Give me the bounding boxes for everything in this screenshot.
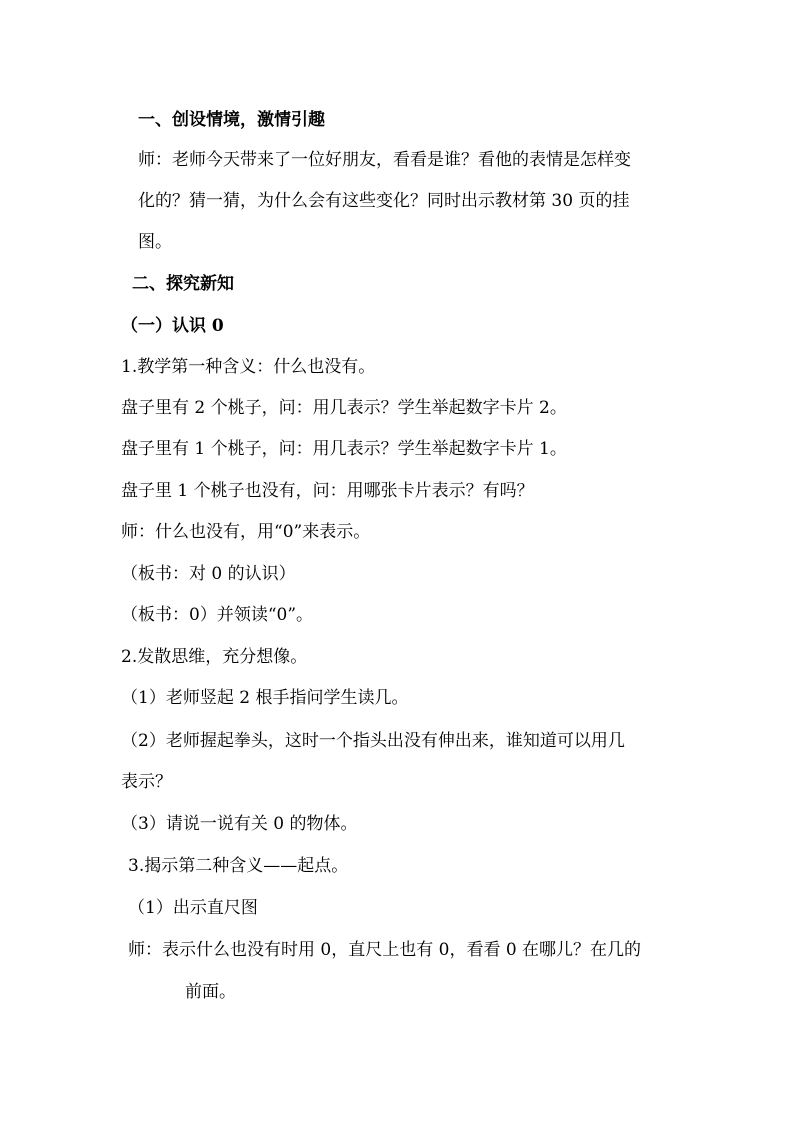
paragraph-line: 师：表示什么也没有时用 0，直尺上也有 0，看看 0 在哪儿？在几的 [128, 940, 642, 960]
paragraph-line: （2）老师握起拳头，这时一个指头出没有伸出来，谁知道可以用几 [121, 731, 625, 751]
section2-heading: 二、探究新知 [132, 274, 234, 294]
paragraph-line: （板书：0）并领读“0”。 [121, 605, 314, 625]
list-item: 2.发散思维，充分想像。 [121, 647, 308, 667]
paragraph-line: 图。 [138, 232, 172, 252]
paragraph-line: （1）出示直尺图 [128, 898, 258, 918]
paragraph-line: 师：什么也没有，用“0”来表示。 [121, 522, 371, 542]
paragraph-line: （板书：对 0 的认识） [121, 564, 296, 584]
paragraph-line: 表示？ [121, 772, 172, 792]
paragraph-line: （3）请说一说有关 0 的物体。 [121, 814, 358, 834]
section1-heading: 一、创设情境，激情引趣 [138, 110, 325, 130]
paragraph-line: 盘子里 1 个桃子也没有，问：用哪张卡片表示？有吗？ [121, 481, 534, 501]
list-item: 1.教学第一种含义：什么也没有。 [121, 357, 376, 377]
list-item: 3.揭示第二种含义——起点。 [128, 856, 349, 876]
paragraph-line: 前面。 [185, 982, 236, 1002]
paragraph-line: 师：老师今天带来了一位好朋友，看看是谁？看他的表情是怎样变 [138, 150, 631, 170]
paragraph-line: （1）老师竖起 2 根手指问学生读几。 [121, 688, 409, 708]
paragraph-line: 盘子里有 2 个桃子，问：用几表示？学生举起数字卡片 2。 [121, 398, 567, 418]
paragraph-line: 盘子里有 1 个桃子，问：用几表示？学生举起数字卡片 1。 [121, 439, 567, 459]
subsection-heading: （一）认识 0 [121, 316, 224, 336]
paragraph-line: 化的？猜一猜，为什么会有这些变化？同时出示教材第 30 页的挂 [138, 191, 630, 211]
